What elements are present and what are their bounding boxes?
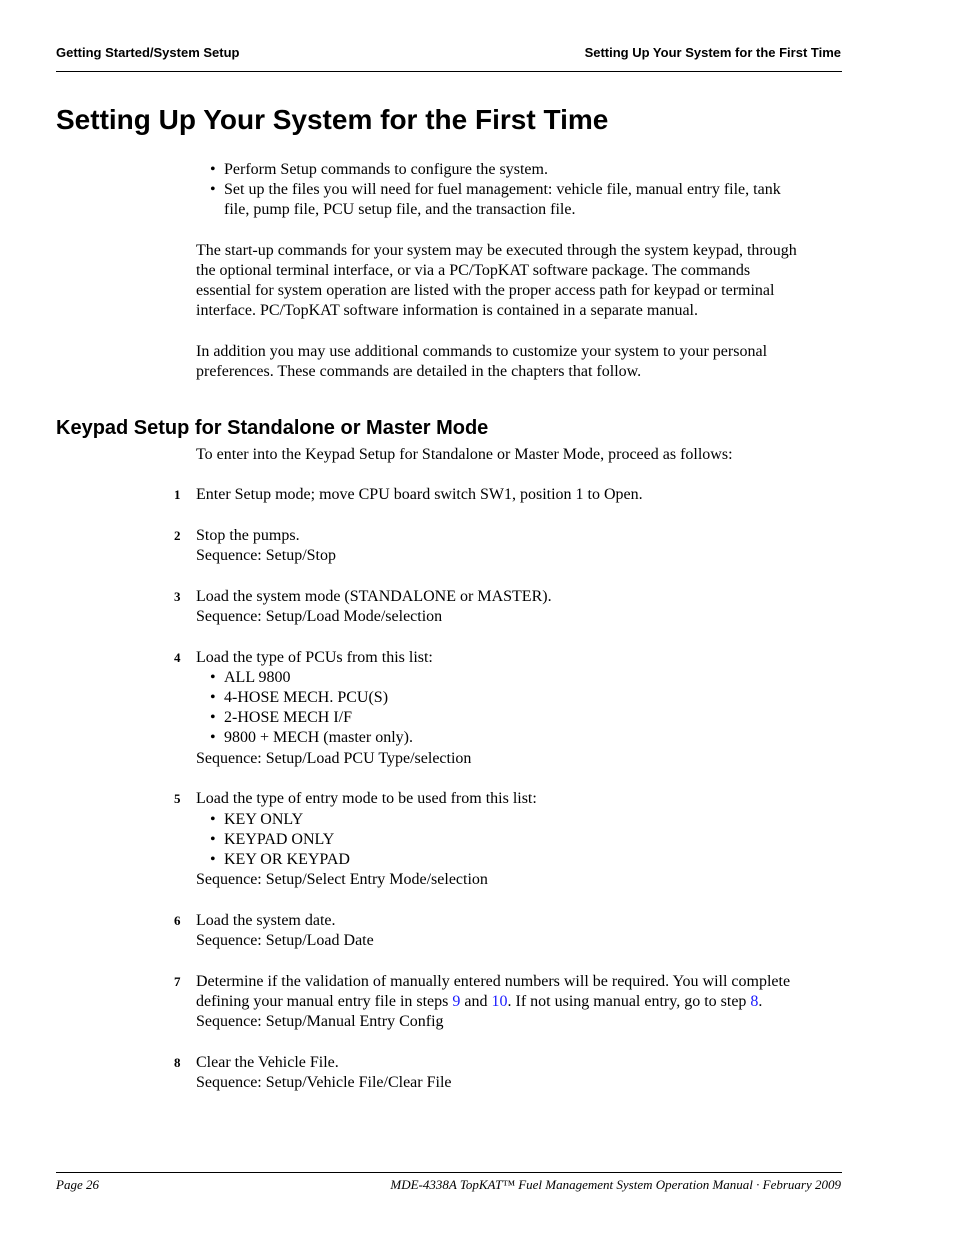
- step-9-link[interactable]: 9: [452, 993, 461, 1010]
- step-4-text: Load the type of PCUs from this list:: [196, 649, 433, 666]
- step-sequence: Sequence: Setup/Stop: [196, 547, 336, 564]
- list-item: • 2-HOSE MECH I/F: [210, 709, 353, 726]
- step-number: 6: [174, 913, 181, 928]
- header-rule: [56, 71, 842, 72]
- step-sequence: Sequence: Setup/Load Date: [196, 932, 374, 949]
- step-number: 8: [174, 1055, 181, 1070]
- step-3: Load the system mode (STANDALONE or MASTER). Sequence: Setup/Load Mode/selection: [196, 587, 841, 627]
- bullet-icon: •: [210, 811, 216, 828]
- list-item: • Set up the files you will need for fuel management: vehicle file, manual entry file, tank file, pump file, PCU setup file, and the transaction file.: [210, 181, 781, 218]
- step-sequence: Sequence: Setup/Load PCU Type/selection: [196, 750, 472, 767]
- list-item: • 4-HOSE MECH. PCU(S): [210, 689, 389, 706]
- bullet-icon: •: [210, 161, 216, 178]
- step-number: 2: [174, 528, 181, 543]
- list-item: • 9800 + MECH (master only).: [210, 729, 413, 746]
- step-6: Load the system date. Sequence: Setup/Load Date: [196, 911, 841, 951]
- step-7: Determine if the validation of manually entered numbers will be required. You will complete defining your manual entry file in steps 9 and 10. If not using manual entry, go to step 8. Sequence: Setup/Manual Entry Config: [196, 972, 841, 1032]
- list-item: • KEY ONLY: [210, 811, 304, 828]
- step-2: Stop the pumps. Sequence: Setup/Stop: [196, 526, 841, 566]
- step-8: Clear the Vehicle File. Sequence: Setup/Vehicle File/Clear File: [196, 1053, 841, 1093]
- bullet-icon: •: [210, 831, 216, 848]
- list-item: • KEY OR KEYPAD: [210, 851, 350, 868]
- step-number: 4: [174, 650, 181, 665]
- step-number: 5: [174, 791, 181, 806]
- bullet-icon: •: [210, 851, 216, 868]
- step-number: 1: [174, 487, 181, 502]
- paragraph-startup-commands: The start-up commands for your system may be executed through the system keypad, through the optional terminal interface, or via a PC/TopKAT software package. The commands essential for system operation are listed with the proper access path for keypad or terminal interface. PC/TopKAT software information is contained in a separate manual.: [196, 242, 797, 319]
- bullet-icon: •: [210, 669, 216, 686]
- list-item: • Perform Setup commands to configure the system.: [210, 161, 548, 178]
- list-item: • ALL 9800: [210, 669, 291, 686]
- step-sequence: Sequence: Setup/Vehicle File/Clear File: [196, 1074, 452, 1091]
- bullet-icon: •: [210, 729, 216, 746]
- step-sequence: Sequence: Setup/Load Mode/selection: [196, 608, 443, 625]
- step-5-text: Load the type of entry mode to be used from this list:: [196, 790, 537, 807]
- running-header-left: Getting Started/System Setup: [56, 45, 240, 60]
- step-8-link[interactable]: 8: [750, 993, 759, 1010]
- page-title: Setting Up Your System for the First Time: [56, 104, 609, 135]
- bullet-icon: •: [210, 709, 216, 726]
- section-heading: Keypad Setup for Standalone or Master Mode: [56, 417, 489, 439]
- step-sequence: Sequence: Setup/Manual Entry Config: [196, 1013, 444, 1030]
- step-number: 7: [174, 974, 181, 989]
- entry-mode-list: [210, 810, 840, 870]
- footer-rule: [56, 1172, 842, 1173]
- document-footer: MDE-4338A TopKAT™ Fuel Management System Operation Manual · February 2009: [390, 1177, 841, 1192]
- intro-bullet-list: [210, 160, 840, 220]
- bullet-icon: •: [210, 181, 216, 198]
- step-sequence: Sequence: Setup/Select Entry Mode/selection: [196, 871, 488, 888]
- bullet-icon: •: [210, 689, 216, 706]
- step-1-text: Enter Setup mode; move CPU board switch SW1, position 1 to Open.: [196, 486, 643, 503]
- running-header-right: Setting Up Your System for the First Time: [584, 45, 841, 60]
- paragraph-additional-commands: In addition you may use additional commands to customize your system to your personal preferences. These commands are detailed in the chapters that follow.: [196, 343, 768, 380]
- pcu-type-list: [210, 668, 840, 748]
- page-number: Page 26: [56, 1177, 99, 1192]
- step-number: 3: [174, 589, 181, 604]
- step-10-link[interactable]: 10: [491, 993, 508, 1010]
- section-intro: To enter into the Keypad Setup for Standalone or Master Mode, proceed as follows:: [196, 446, 733, 463]
- list-item: • KEYPAD ONLY: [210, 831, 335, 848]
